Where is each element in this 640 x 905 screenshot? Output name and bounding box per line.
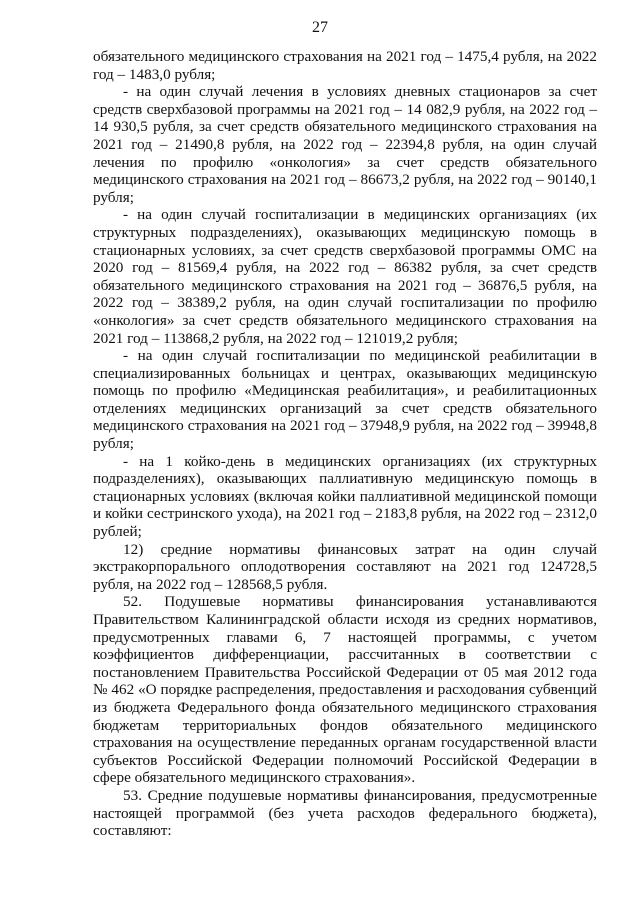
page-number: 27 bbox=[312, 19, 328, 36]
document-body bbox=[93, 48, 597, 840]
paragraph-rehabilitation: - на один случай госпитализации по медицинской реабилитации в специализированных больницах и центрах, оказывающих медицинскую помощь по профилю «Медицинская реабилитация», и реабилитационных отделениях медицинских организаций за счет средств обязательного медицинского страхования на 2021 год – 37948,9 рубля, на 2022 год – 39948,8 рубля; bbox=[93, 347, 597, 453]
paragraph-continuation: обязательного медицинского страхования на 2021 год – 1475,4 рубля, на 2022 год – 1483,0 рубля; bbox=[93, 48, 597, 83]
paragraph-day-hospital: - на один случай лечения в условиях дневных стационаров за счет средств сверхбазовой программы на 2021 год – 14 082,9 рубля, на 2022 год – 14 930,5 рубля, за счет средств обязательного медицинского страхования на 2021 год – 21490,8 рубля, на 2022 год – 22394,8 рубля, на один случай лечения по профилю «онкология» за счет средств обязательного медицинского страхования на 2021 год – 86673,2 рубля, на 2022 год – 90140,1 рубля; bbox=[93, 83, 597, 206]
paragraph-section-53: 53. Средние подушевые нормативы финансирования, предусмотренные настоящей программой (без учета расходов федерального бюджета), составляют: bbox=[93, 786, 597, 840]
paragraph-item-12-ivf: 12) средние нормативы финансовых затрат на один случай экстракорпорального оплодотворения составляют на 2021 год 124728,5 рубля, на 2022 год – 128568,5 рубля. bbox=[93, 540, 597, 593]
paragraph-section-52: 52. Подушевые нормативы финансирования устанавливаются Правительством Калининградской области исходя из средних нормативов, предусмотренных главами 6, 7 настоящей программы, с учетом коэффициентов дифференциации, рассчитанных в соответствии с постановлением Правительства Российской Федерации от 05 мая 2012 года № 462 «О порядке распределения, предоставления и расходования субвенций из бюджета Федерального фонда обязательного медицинского страхования бюджетам территориальных фондов обязательного медицинского страхования на осуществление переданных органам государственной власти субъектов Российской Федерации полномочий Российской Федерации в сфере обязательного медицинского страхования». bbox=[93, 593, 597, 787]
paragraph-palliative-bed-day: - на 1 койко-день в медицинских организациях (их структурных подразделениях), оказывающих паллиативную медицинскую помощь в стационарных условиях (включая койки паллиативной медицинской помощи и койки сестринского ухода), на 2021 год – 2183,8 рубля, на 2022 год – 2312,0 рублей; bbox=[93, 452, 597, 541]
paragraph-hospitalization: - на один случай госпитализации в медицинских организациях (их структурных подразделениях), оказывающих медицинскую помощь в стационарных условиях, за счет средств сверхбазовой программы ОМС на 2020 год – 81569,4 рубля, на 2022 год – 86382 рубля, за счет средств обязательного медицинского страхования на 2021 год – 36876,5 рубля, на 2022 год – 38389,2 рубля, на один случай госпитализации по профилю «онкология» за счет средств обязательного медицинского страхования на 2021 год – 113868,2 рубля, на 2022 год – 121019,2 рубля; bbox=[93, 206, 597, 347]
